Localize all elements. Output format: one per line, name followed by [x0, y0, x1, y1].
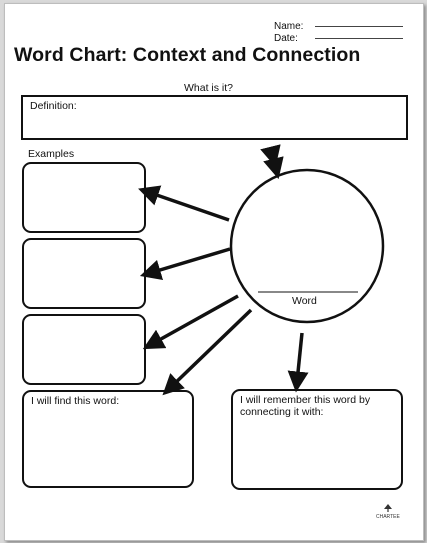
example-arrow-2 [150, 249, 230, 273]
examples-label: Examples [28, 148, 75, 160]
definition-arrow [273, 157, 276, 169]
remember-word-label: I will remember this word by connecting it with: [240, 394, 371, 418]
example-arrow-1 [148, 192, 229, 220]
publisher-logo [376, 504, 400, 520]
remember-arrow [297, 333, 302, 382]
page-title: Word Chart: Context and Connection [14, 44, 361, 66]
logo-text: CHARTEE [376, 514, 400, 520]
definition-label: Definition: [30, 100, 77, 112]
tree-icon [383, 504, 393, 512]
find-arrow [170, 310, 251, 388]
what-is-it-label: What is it? [184, 82, 234, 94]
find-word-label: I will find this word: [31, 395, 120, 407]
name-label: Name: [274, 21, 304, 32]
date-label: Date: [274, 33, 298, 44]
word-label: Word [292, 295, 317, 307]
